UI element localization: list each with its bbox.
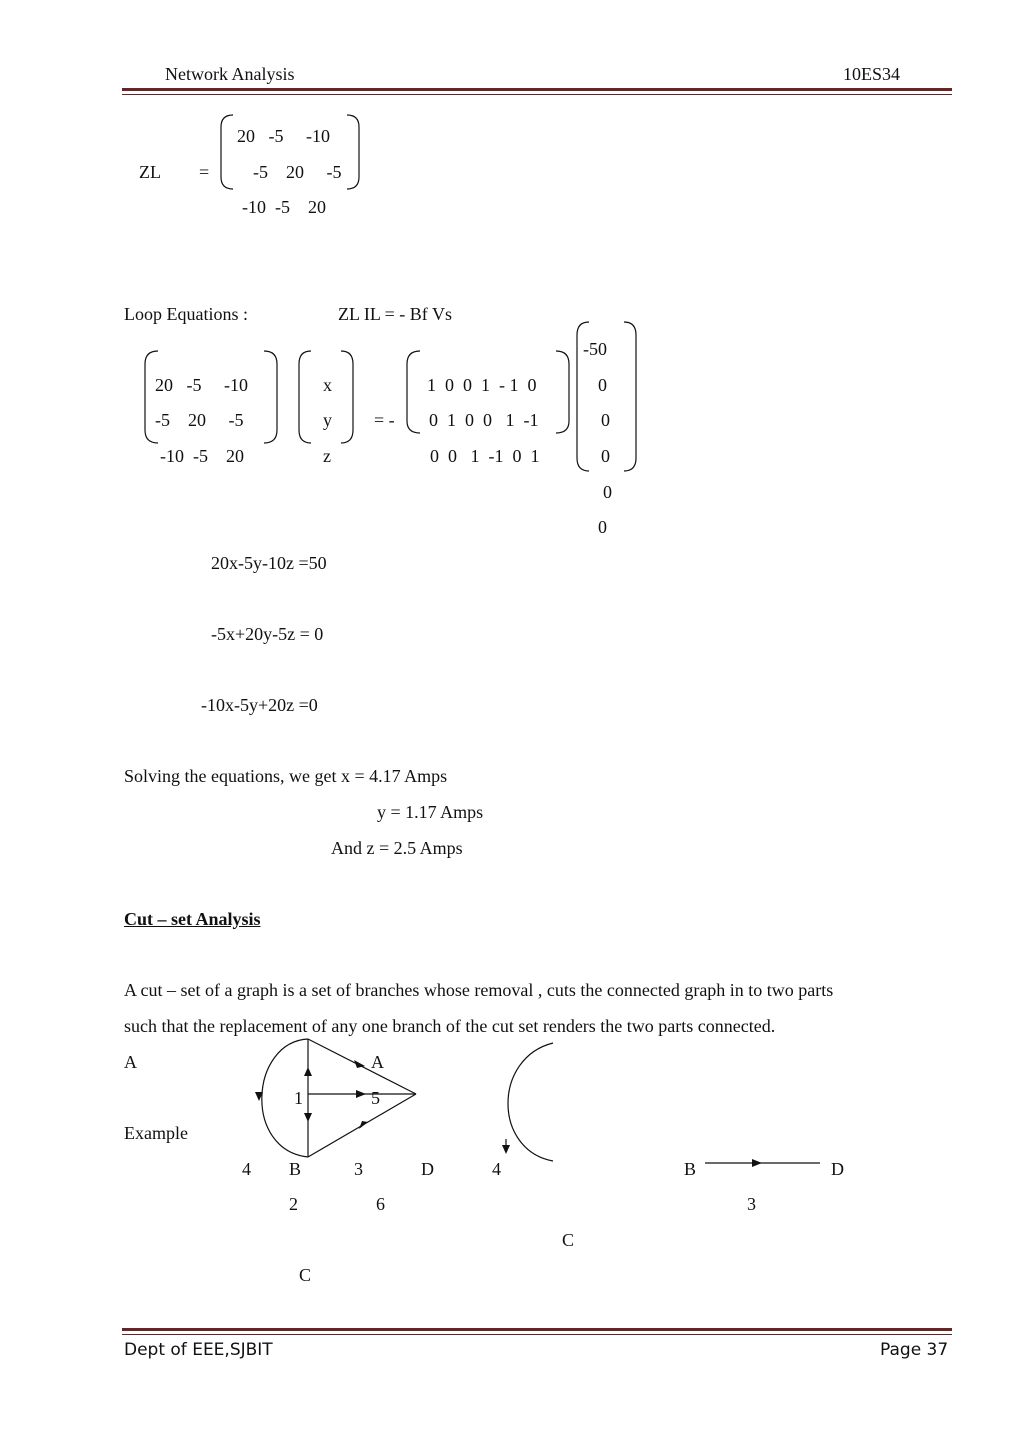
equation-1: 20x-5y-10z =50 xyxy=(211,553,327,573)
vs-5: 0 xyxy=(603,482,612,502)
footer-dept: Dept of EEE,SJBIT xyxy=(124,1340,273,1360)
equation-2: -5x+20y-5z = 0 xyxy=(211,624,324,644)
g2-label-4: 4 xyxy=(492,1159,501,1179)
g1-label-1: 1 xyxy=(294,1088,303,1108)
g1-label-5: 5 xyxy=(371,1088,380,1108)
header-title: Network Analysis xyxy=(165,64,295,84)
bf-row-2: 0 1 0 0 1 -1 xyxy=(429,410,539,430)
loop-label: Loop Equations : xyxy=(124,304,248,324)
arrow-branch-5 xyxy=(356,1090,366,1098)
arrow-graph2 xyxy=(502,1145,510,1154)
vars-bracket-right xyxy=(341,351,353,443)
cutset-heading: Cut – set Analysis xyxy=(124,909,261,929)
zl-label: ZL xyxy=(139,162,161,182)
vs-bracket-right xyxy=(624,322,636,471)
bf-row-3: 0 0 1 -1 0 1 xyxy=(430,446,540,466)
bf-row-1: 1 0 0 1 - 1 0 xyxy=(427,375,537,395)
label-example: Example xyxy=(124,1123,188,1143)
g1-label-A: A xyxy=(371,1052,384,1072)
zl-row-3: -10 -5 20 xyxy=(242,197,326,217)
vars-bracket-left xyxy=(299,351,311,443)
vs-2: 0 xyxy=(598,375,607,395)
g3-label-3: 3 xyxy=(747,1194,756,1214)
graph2-arc xyxy=(508,1043,553,1161)
loop-eq-sign: = - xyxy=(374,410,395,430)
graph1-branch-4-arc xyxy=(262,1039,308,1157)
solution-z: And z = 2.5 Amps xyxy=(331,838,463,858)
cutset-line-2: such that the replacement of any one branch of the cut set renders the two parts connected. xyxy=(124,1016,776,1036)
zl-row-1: 20 -5 -10 xyxy=(237,126,330,146)
g1-label-2: 2 xyxy=(289,1194,298,1214)
header-code: 10ES34 xyxy=(843,64,901,84)
loop-zl-bracket-right xyxy=(264,351,277,443)
arrow-branch-from-D xyxy=(359,1121,368,1129)
vs-bracket-left xyxy=(577,322,589,471)
loop-zl-row-2: -5 20 -5 xyxy=(155,410,244,430)
cutset-line-1: A cut – set of a graph is a set of branches whose removal , cuts the connected graph in to two parts xyxy=(124,980,834,1000)
g1-label-C: C xyxy=(299,1265,312,1285)
zl-bracket-left xyxy=(221,115,233,189)
g1-label-3: 3 xyxy=(354,1159,363,1179)
footer-rule-thin xyxy=(122,1334,952,1335)
vs-3: 0 xyxy=(601,410,610,430)
loop-zl-bracket-left xyxy=(145,351,158,443)
g1-label-D: D xyxy=(421,1159,434,1179)
loop-zl-row-3: -10 -5 20 xyxy=(160,446,244,466)
g3-label-D: D xyxy=(831,1159,844,1179)
vs-6: 0 xyxy=(598,517,607,537)
var-y: y xyxy=(323,410,332,430)
equation-3: -10x-5y+20z =0 xyxy=(201,695,318,715)
loop-equation: ZL IL = - Bf Vs xyxy=(338,304,452,324)
bf-bracket-left xyxy=(407,351,420,433)
zl-row-2: -5 20 -5 xyxy=(253,162,342,182)
var-x: x xyxy=(323,375,332,395)
g1-label-B: B xyxy=(289,1159,302,1179)
zl-bracket-right xyxy=(347,115,359,189)
g3-label-B: B xyxy=(684,1159,697,1179)
footer-page: Page 37 xyxy=(880,1340,949,1360)
solution-intro: Solving the equations, we get x = 4.17 Amps xyxy=(124,766,448,786)
var-z: z xyxy=(323,446,331,466)
label-a-left: A xyxy=(124,1052,137,1072)
loop-zl-row-1: 20 -5 -10 xyxy=(155,375,248,395)
arrow-branch-up xyxy=(304,1067,312,1076)
arrow-graph3 xyxy=(752,1159,762,1167)
bf-bracket-right xyxy=(556,351,569,433)
vs-4: 0 xyxy=(601,446,610,466)
g1-label-4: 4 xyxy=(242,1159,251,1179)
footer-rule xyxy=(122,1328,952,1331)
zl-equals: = xyxy=(199,162,210,182)
g2-label-C: C xyxy=(562,1230,575,1250)
g1-label-6: 6 xyxy=(376,1194,385,1214)
arrow-branch-down xyxy=(304,1113,312,1122)
vs-1: -50 xyxy=(583,339,607,359)
solution-y: y = 1.17 Amps xyxy=(377,802,484,822)
